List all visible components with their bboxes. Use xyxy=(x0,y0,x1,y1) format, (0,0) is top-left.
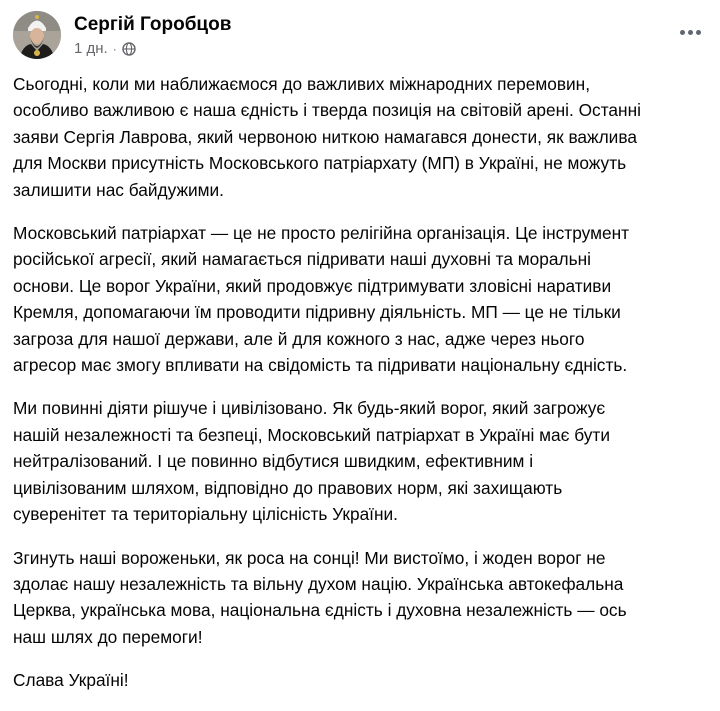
more-options-icon[interactable] xyxy=(676,22,704,42)
post-paragraph: Слава Україні! xyxy=(13,670,129,691)
globe-icon xyxy=(122,42,136,56)
post-body xyxy=(13,71,703,711)
post-time[interactable]: 1 дн. xyxy=(74,40,108,57)
author-name[interactable]: Сергій Горобцов xyxy=(74,14,232,35)
post-paragraph: Ми повинні діяти рішуче і цивілізовано. Як будь-який ворог, який загрожує нашій незалежності та безпеці, Московський патріархат в Україні має бути нейтралізований. І це повинно відбутися швидким, ефективним і цивілізованим шляхом, відповідно до правових норм, які захищають суверенітет та територіальну цілісність України. xyxy=(13,398,611,525)
post-header xyxy=(13,10,704,62)
meta-separator: · xyxy=(112,41,117,56)
post-paragraph: Сьогодні, коли ми наближаємося до важливих міжнародних перемовин, особливо важливою є наша єдність і тверда позиція на світовій арені. Останні заяви Сергія Лаврова, який червоною ниткою намагався донести, як важлива для Москви присутність Московського патріархату (МП) в Україні, не можуть залишити нас байдужими. xyxy=(13,74,641,200)
post-paragraph: Згинуть наші вороженьки, як роса на сонці! Ми вистоїмо, і жоден ворог не здолає нашу незалежність та вільну духом націю. Українська автокефальна Церква, українська мова, національна єдність і духовна незалежність — ось наш шлях до перемоги! xyxy=(13,547,627,647)
post-paragraph: Московський патріархат — це не просто релігійна організація. Це інструмент російської агресії, який намагається підривати наші духовні та моральні основи. Це ворог України, який продовжує підтримувати зловісні наративи Кремля, допомагаючи їм проводити підривну діяльність. МП — це не тільки загроза для нашої держави, але й для кожного з нас, адже через нього агресор має змогу впливати на свідомість та підривати національну єдність. xyxy=(13,223,630,376)
post-meta xyxy=(74,40,136,57)
avatar[interactable] xyxy=(13,11,61,59)
